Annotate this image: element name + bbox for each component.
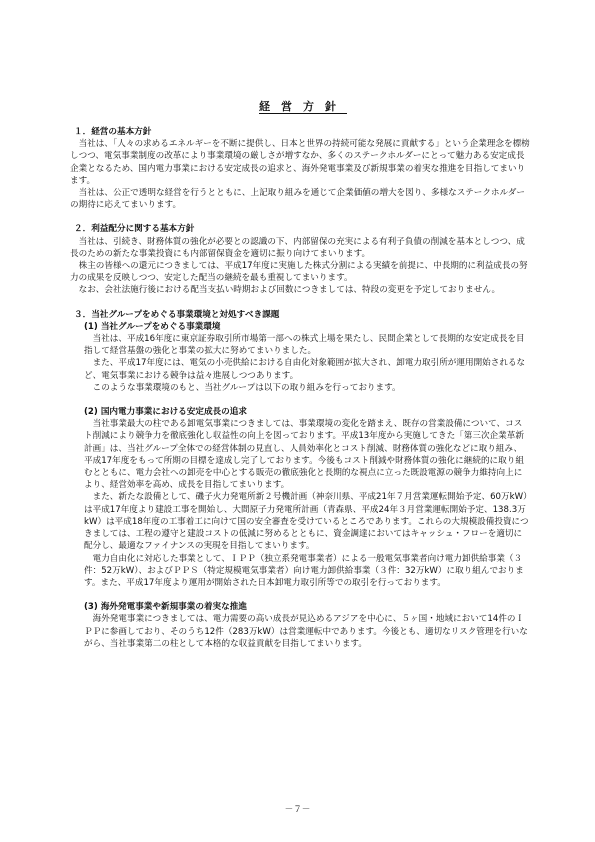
- document-body: [70, 126, 530, 650]
- section-1-heading: １．経営の基本方針: [74, 127, 152, 137]
- section-1-paragraph-1: 当社は、「人々の求めるエネルギーを不断に提供し、日本と世界の持続可能な発展に貢献する」という企業理念を標榜しつつ、電気事業制度の改革により事業環境の厳しさが増すなか、多くのステークホルダーにとって魅力ある安定成長企業となるため、国内電力事業における安定成長の追求と、海外発電事業及び新規事業の着実な推進を目指してまいります。: [70, 139, 530, 186]
- section-2-heading: ２．利益配分に関する基本方針: [74, 224, 195, 235]
- page-title: [0, 98, 595, 114]
- subsection-1-paragraph-2: また、平成17年度には、電気の小売供給における自由化対象範囲が拡大され、卸電力取引所が運用開始されるなど、電気事業における競争は益々進展しつつあります。: [84, 358, 526, 381]
- section-2-paragraph-3: なお、会社法施行後における配当支払い時期および回数につきましては、特段の変更を予定しておりません。: [78, 285, 501, 296]
- subsection-2-paragraph-2: また、新たな設備として、磯子火力発電所新２号機計画（神奈川県、平成21年７月営業運転開始予定、60万kW）は平成17年度より建設工事を開始し、大間原子力発電所計画（青森県、平成24年３月営業運転開始予定、138.3万kW）は平成18年度の工事着工に向けて国の安全審査を受けているところであります。これらの大規模設備投資につきましては、工程の遵守と建設コストの低減に努めるとともに、資金調達においてはキャッシュ・フローを適切に配分し、最適なファイナンスの実現を目指してまいります。: [84, 492, 529, 552]
- page-number: －７－: [284, 805, 311, 815]
- page-title-text: 経営方針: [259, 100, 347, 113]
- subsection-2-heading: (2) 国内電力事業における安定成長の追求: [84, 407, 247, 418]
- subsection-1-paragraph-3: このような事業環境のもと、当社グループは以下の取り組みを行っております。: [92, 382, 401, 393]
- section-2-paragraph-1: 当社は、引続き、財務体質の強化が必要との認識の下、内部留保の充実による有利子負債の削減を基本としつつ、成長のための新たな事業投資にも内部留保資金を適切に振り向けてまいります。: [70, 236, 525, 259]
- subsection-1-heading: (1) 当社グループをめぐる事業環境: [84, 321, 221, 332]
- subsection-2-paragraph-1: 当社事業最大の柱である卸電気事業につきましては、事業環境の変化を踏まえ、既存の営業設備について、コスト削減により競争力を徹底強化し収益性の向上を図っております。平成13年度から実施してきた「第三次企業革新計画」は、当社グループ全体での経営体制の見直し、人員効率化とコスト削減、財務体質の強化などに取り組み、平成17年度をもって所期の目標を達成し完了しております。今後もコスト削減や財務体質の強化に継続的に取り組むとともに、電力会社への卸売を中心とする販売の徹底強化と長期的な視点に立った既設電源の競争力維持向上により、経営効率を高め、成長を目指してまいります。: [84, 419, 524, 491]
- subsection-2-paragraph-3: 電力自由化に対応した事業として、ＩＰＰ（独立系発電事業者）による一般電気事業者向け電力卸供給事業（３件：52万kW）、およびＰＰＳ（特定規模電気事業者）向け電力卸供給事業（３件：32万kW）に取り組んでおります。また、平成17年度より運用が開始された日本卸電力取引所等での取引を行っております。: [84, 553, 524, 588]
- section-1-paragraph-2: 当社は、公正で透明な経営を行うとともに、上記取り組みを通じて企業価値の増大を図り、多様なステークホルダーの期待に応えてまいります。: [70, 188, 525, 211]
- subsection-3-heading: (3) 海外発電事業や新規事業の着実な推進: [84, 602, 247, 613]
- section-3-heading: ３．当社グループをめぐる事業環境と対処すべき課題: [74, 309, 280, 320]
- subsection-1-paragraph-1: 当社は、平成16年度に東京証券取引所市場第一部への株式上場を果たし、民間企業として長期的な安定成長を目指して経営基盤の強化と事業の拡大に努めてまいりました。: [84, 334, 525, 357]
- subsection-3-paragraph-1: 海外発電事業につきましては、電力需要の高い成長が見込めるアジアを中心に、５ヶ国・地域において14件のＩＰＰに参画しており、そのうち12件（283万kW）は営業運転中であります。今後とも、適切なリスク管理を行いながら、当社事業第二の柱として本格的な収益貢献を目指してまいります。: [84, 614, 528, 649]
- section-2-paragraph-2: 株主の皆様への還元につきましては、平成17年度に実施した株式分割による実績を前提に、中長期的に利益成長の努力の成果を反映しつつ、安定した配当の継続を最も重視してまいります。: [70, 261, 528, 284]
